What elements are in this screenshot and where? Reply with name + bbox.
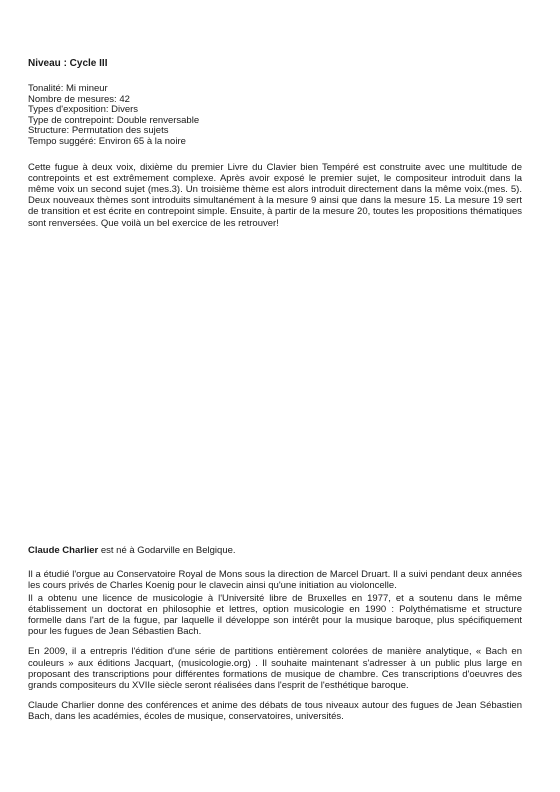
bio-paragraph-edition: En 2009, il a entrepris l'édition d'une série de partitions entièrement colorées de manière analytique, « Bach en couleurs » aux éditions Jacquart, (musicologie.org) . Il souhaite maintenant s'adresser à un public plus large en proposant des transcriptions pour différentes formations de musique de chambre. Ces transcriptions d'oeuvres des grands compositeurs du XVIIe siècle seront réalisées dans l'esprit de l'esthétique baroque. — [28, 646, 522, 692]
spec-tempo: Tempo suggéré: Environ 65 à la noire — [28, 135, 186, 147]
spec-structure: Structure: Permutation des sujets — [28, 125, 169, 137]
spec-measures: Nombre de mesures: 42 — [28, 93, 130, 105]
author-name: Claude Charlier — [28, 545, 99, 556]
spec-counterpoint: Type de contrepoint: Double renversable — [28, 114, 200, 126]
bio-paragraph-conferences: Claude Charlier donne des conférences et anime des débats de tous niveaux autour des fugues de Jean Sébastien Bach, dans les académies, écoles de musique, conservatoires, universités. — [28, 700, 522, 723]
bio-paragraph-studies: Il a étudié l'orgue au Conservatoire Royal de Mons sous la direction de Marcel Druart. Il a suivi pendant deux années les cours privés de Charles Koenig pour le clavecin ainsi qu'une initiation au violoncelle. — [28, 569, 522, 592]
fugue-description: Cette fugue à deux voix, dixième du premier Livre du Clavier bien Tempéré est construite avec une multitude de contrepoints et est extrêmement complexe. Après avoir exposé le premier sujet, le compositeur introduit dans la même voix un second sujet (mes.3). Un troisième thème est alors introduit directement dans la même voix.(mes. 5). Deux nouveaux thèmes sont introduits simultanément à la mesure 9 ainsi que dans la mesure 15. La mesure 19 sert de transition et est écrite en contrepoint simple. Ensuite, à partir de la mesure 20, toutes les propositions thématiques sont renversées. Que voilà un bel exercice de les retrouver! — [28, 161, 522, 229]
fugue-info-section — [28, 58, 522, 238]
spec-exposition: Types d'exposition: Divers — [28, 104, 139, 116]
bio-paragraph-degree: Il a obtenu une licence de musicologie à l'Université libre de Bruxelles en 1977, et a soutenu dans le même établissement un doctorat en philosophie et lettres, option musicologie en 1990 : Polythématisme et structure formelle dans l'art de la fugue, par laquelle il développe son intérêt pour la musique baroque, plus spécifiquement pour les fugues de Jean Sébastien Bach. — [28, 592, 522, 638]
author-intro — [28, 545, 522, 556]
fugue-specs — [28, 84, 522, 148]
level-heading: Niveau : Cycle III — [28, 58, 108, 69]
spec-tonality: Tonalité: Mi mineur — [28, 83, 108, 94]
author-birthplace: est né à Godarville en Belgique. — [98, 545, 236, 556]
author-bio-section — [28, 545, 522, 732]
